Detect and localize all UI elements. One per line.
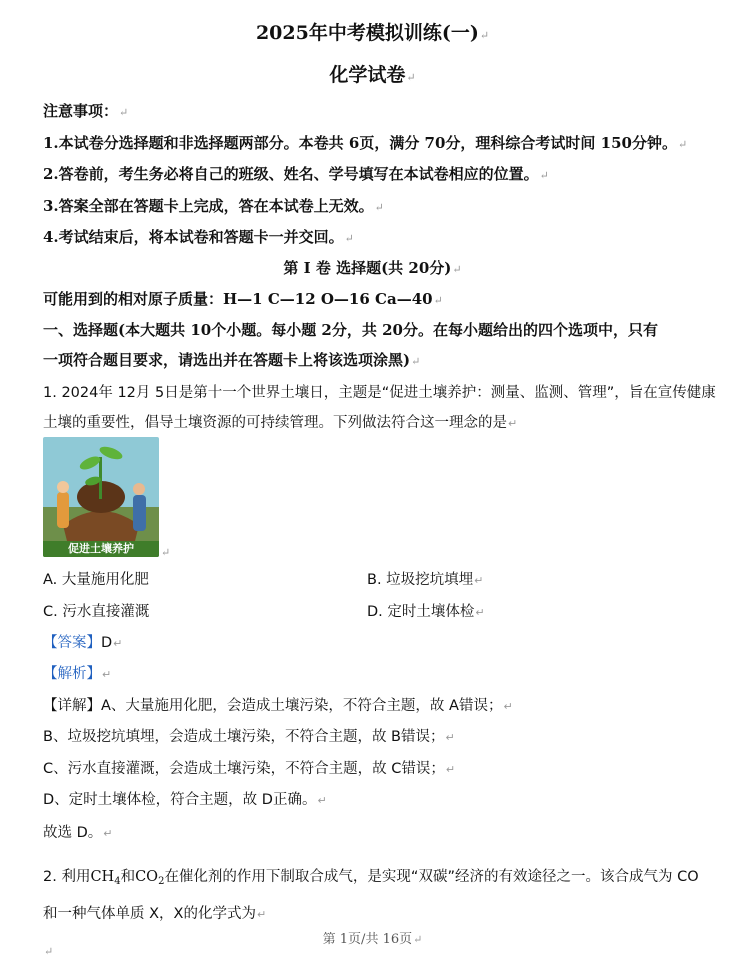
detail-line: C、污水直接灌溉，会造成土壤污染，不符合主题，故 C错误；↵	[43, 761, 456, 777]
part-instruction: 一项符合题目要求，请选出并在答题卡上将该选项涂黑)↵	[43, 351, 421, 369]
answer-tag: 【答案】	[43, 635, 101, 651]
question-1-stem: 1. 2024年 12月 5日是第十一个世界土壤日，主题是“促进土壤养护：测量、监测、管理”，旨在宣传健康	[43, 385, 716, 401]
option-d-wrap: D. 定时土壤体检↵	[367, 604, 485, 620]
conclusion-line: 故选 D。↵	[43, 825, 113, 841]
paragraph-mark-icon: ↵	[479, 29, 490, 42]
notice-heading: 注意事项：↵	[43, 102, 129, 120]
detail-line: 【详解】A、大量施用化肥，会造成土壤污染，不符合主题，故 A错误；↵	[43, 698, 513, 714]
question-1-options-row	[43, 568, 149, 589]
notice-item: 2.答卷前，考生务必将自己的班级、姓名、学号填写在本试卷相应的位置。↵	[43, 165, 549, 183]
part-instruction: 一、选择题(本大题共 10个小题。每小题 2分，共 20分。在每小题给出的四个选项中，只有	[43, 321, 658, 339]
page-subtitle: 化学试卷↵	[329, 64, 416, 86]
atomic-mass-line: 可能用到的相对原子质量：H—1 C—12 O—16 Ca—40↵	[43, 290, 443, 308]
notice-item: 4.考试结束后，将本试卷和答题卡一并交回。↵	[43, 228, 354, 246]
detail-line: B、垃圾挖坑填埋，会造成土壤污染，不符合主题，故 B错误；↵	[43, 729, 455, 745]
soil-care-illustration	[43, 437, 159, 557]
question-2-stem: 和一种气体单质 X，X的化学式为↵	[43, 906, 267, 922]
option-c: C. 污水直接灌溉	[43, 604, 150, 620]
page-title: 2025年中考模拟训练(一)↵	[255, 22, 490, 44]
paragraph-mark-icon: ↵	[406, 71, 416, 84]
paragraph-mark-icon: ↵	[44, 945, 54, 958]
analysis-tag: 【解析】	[43, 666, 101, 682]
answer-line: 【答案】D↵	[43, 635, 123, 651]
formula-ch4: $CH_4$	[90, 869, 121, 887]
answer-value: D	[101, 635, 113, 651]
formula-co2: $CO_2$	[135, 869, 165, 887]
option-d: D. 定时土壤体检	[367, 604, 475, 620]
option-b-wrap: B. 垃圾挖坑填埋↵	[367, 572, 484, 588]
section-title: 第 I 卷 选择题(共 20分)↵	[283, 259, 462, 277]
question-1-options-row	[43, 600, 149, 621]
soil-care-illustration-svg	[43, 437, 159, 557]
detail-line: D、定时土壤体检，符合主题，故 D正确。↵	[43, 792, 327, 808]
option-a: A. 大量施用化肥	[43, 572, 149, 588]
image-caption: 促进土壤养护	[68, 542, 134, 555]
detail-tag: 【详解】	[43, 698, 101, 714]
option-b: B. 垃圾挖坑填埋	[367, 572, 474, 588]
notice-item: 1.本试卷分选择题和非选择题两部分。本卷共 6页，满分 70分，理科综合考试时间 150分钟。↵	[43, 134, 688, 152]
paragraph-mark-icon: ↵	[161, 546, 171, 559]
question-2-stem: 2. 利用$CH_4$和$CO_2$在催化剂的作用下制取合成气，是实现“双碳”经济的有效途径之一。该合成气为 CO	[43, 869, 699, 887]
analysis-line: 【解析】↵	[43, 666, 112, 682]
page-footer: 第 1页/共 16页↵	[322, 932, 423, 947]
question-1-stem: 土壤的重要性，倡导土壤资源的可持续管理。下列做法符合这一理念的是↵	[43, 415, 518, 431]
notice-item: 3.答案全部在答题卡上完成，答在本试卷上无效。↵	[43, 197, 384, 215]
